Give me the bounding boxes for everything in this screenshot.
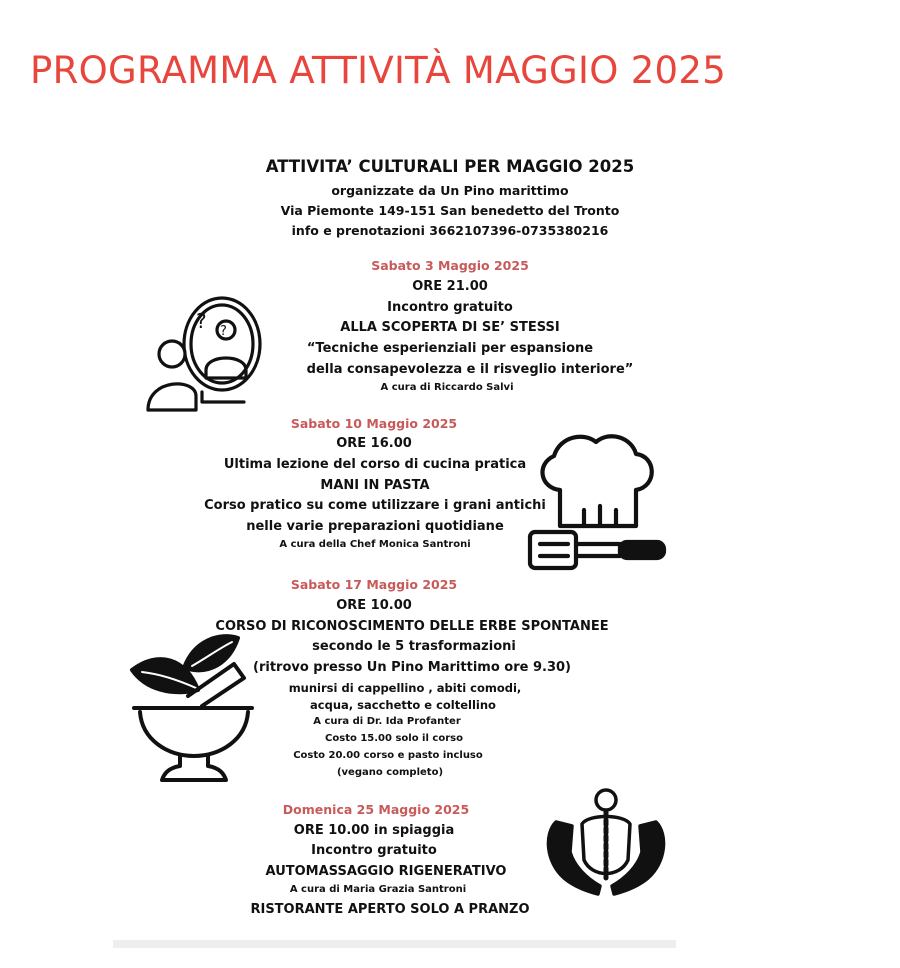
event-4-curator: A cura di Maria Grazia Santroni <box>289 884 467 895</box>
event-4-date: Domenica 25 Maggio 2025 <box>282 802 470 817</box>
event-1-title: ALLA SCOPERTA DI SE’ STESSI <box>340 320 560 335</box>
event-3-cost-3: (vegano completo) <box>336 767 444 778</box>
svg-text:?: ? <box>220 324 227 339</box>
event-2-desc-1: Corso pratico su come utilizzare i grani antichi <box>204 498 546 513</box>
event-4-time: ORE 10.00 in spiaggia <box>293 823 455 838</box>
event-3-line-3: munirsi di cappellino , abiti comodi, <box>288 681 522 695</box>
event-3-date: Sabato 17 Maggio 2025 <box>290 577 458 592</box>
event-3-line-2: (ritrovo presso Un Pino Marittimo ore 9.30) <box>253 660 571 675</box>
event-1-time: ORE 21.00 <box>412 279 488 294</box>
flyer-bottom-edge <box>113 940 676 948</box>
page-title: PROGRAMMA ATTIVITÀ MAGGIO 2025 <box>30 48 727 92</box>
event-4-footer: RISTORANTE APERTO SOLO A PRANZO <box>250 902 530 917</box>
event-2-time: ORE 16.00 <box>336 436 412 451</box>
event-2-date: Sabato 10 Maggio 2025 <box>290 416 458 431</box>
event-1-note: Incontro gratuito <box>387 300 513 315</box>
event-4-title: AUTOMASSAGGIO RIGENERATIVO <box>265 864 507 879</box>
event-2-subtitle: Ultima lezione del corso di cucina pratica <box>223 457 527 472</box>
event-2-desc-2: nelle varie preparazioni quotidiane <box>246 519 504 534</box>
event-2-curator: A cura della Chef Monica Santroni <box>279 539 471 550</box>
event-2-title: MANI IN PASTA <box>320 478 430 493</box>
mirror-reflection-icon <box>140 292 272 416</box>
event-3-line-1: secondo le 5 trasformazioni <box>312 639 516 654</box>
event-3-time: ORE 10.00 <box>336 598 412 613</box>
event-3-curator: A cura di Dr. Ida Profanter <box>313 716 461 727</box>
event-4-note: Incontro gratuito <box>311 843 437 858</box>
flyer-address: Via Piemonte 149-151 San benedetto del Tronto <box>280 203 620 218</box>
flyer-title: ATTIVITA’ CULTURALI PER MAGGIO 2025 <box>265 157 635 176</box>
event-1-curator: A cura di Riccardo Salvi <box>380 382 514 393</box>
chef-hat-spatula-icon <box>526 428 670 574</box>
flyer-contacts: info e prenotazioni 3662107396-0735380216 <box>291 223 609 238</box>
flyer-organizer: organizzate da Un Pino marittimo <box>331 183 569 198</box>
event-3-cost-2: Costo 20.00 corso e pasto incluso <box>293 750 483 761</box>
svg-text:?: ? <box>196 309 207 333</box>
event-1-desc-2: della consapevolezza e il risveglio interiore” <box>306 362 634 377</box>
mortar-herbs-icon <box>128 632 260 786</box>
event-3-cost-1: Costo 15.00 solo il corso <box>325 733 463 744</box>
event-3-line-4: acqua, sacchetto e coltellino <box>310 698 496 712</box>
event-1-date: Sabato 3 Maggio 2025 <box>371 258 529 273</box>
event-3-title: CORSO DI RICONOSCIMENTO DELLE ERBE SPONTANEE <box>215 619 609 634</box>
hands-spine-icon <box>542 782 670 898</box>
event-1-desc-1: “Tecniche esperienziali per espansione <box>306 341 594 356</box>
